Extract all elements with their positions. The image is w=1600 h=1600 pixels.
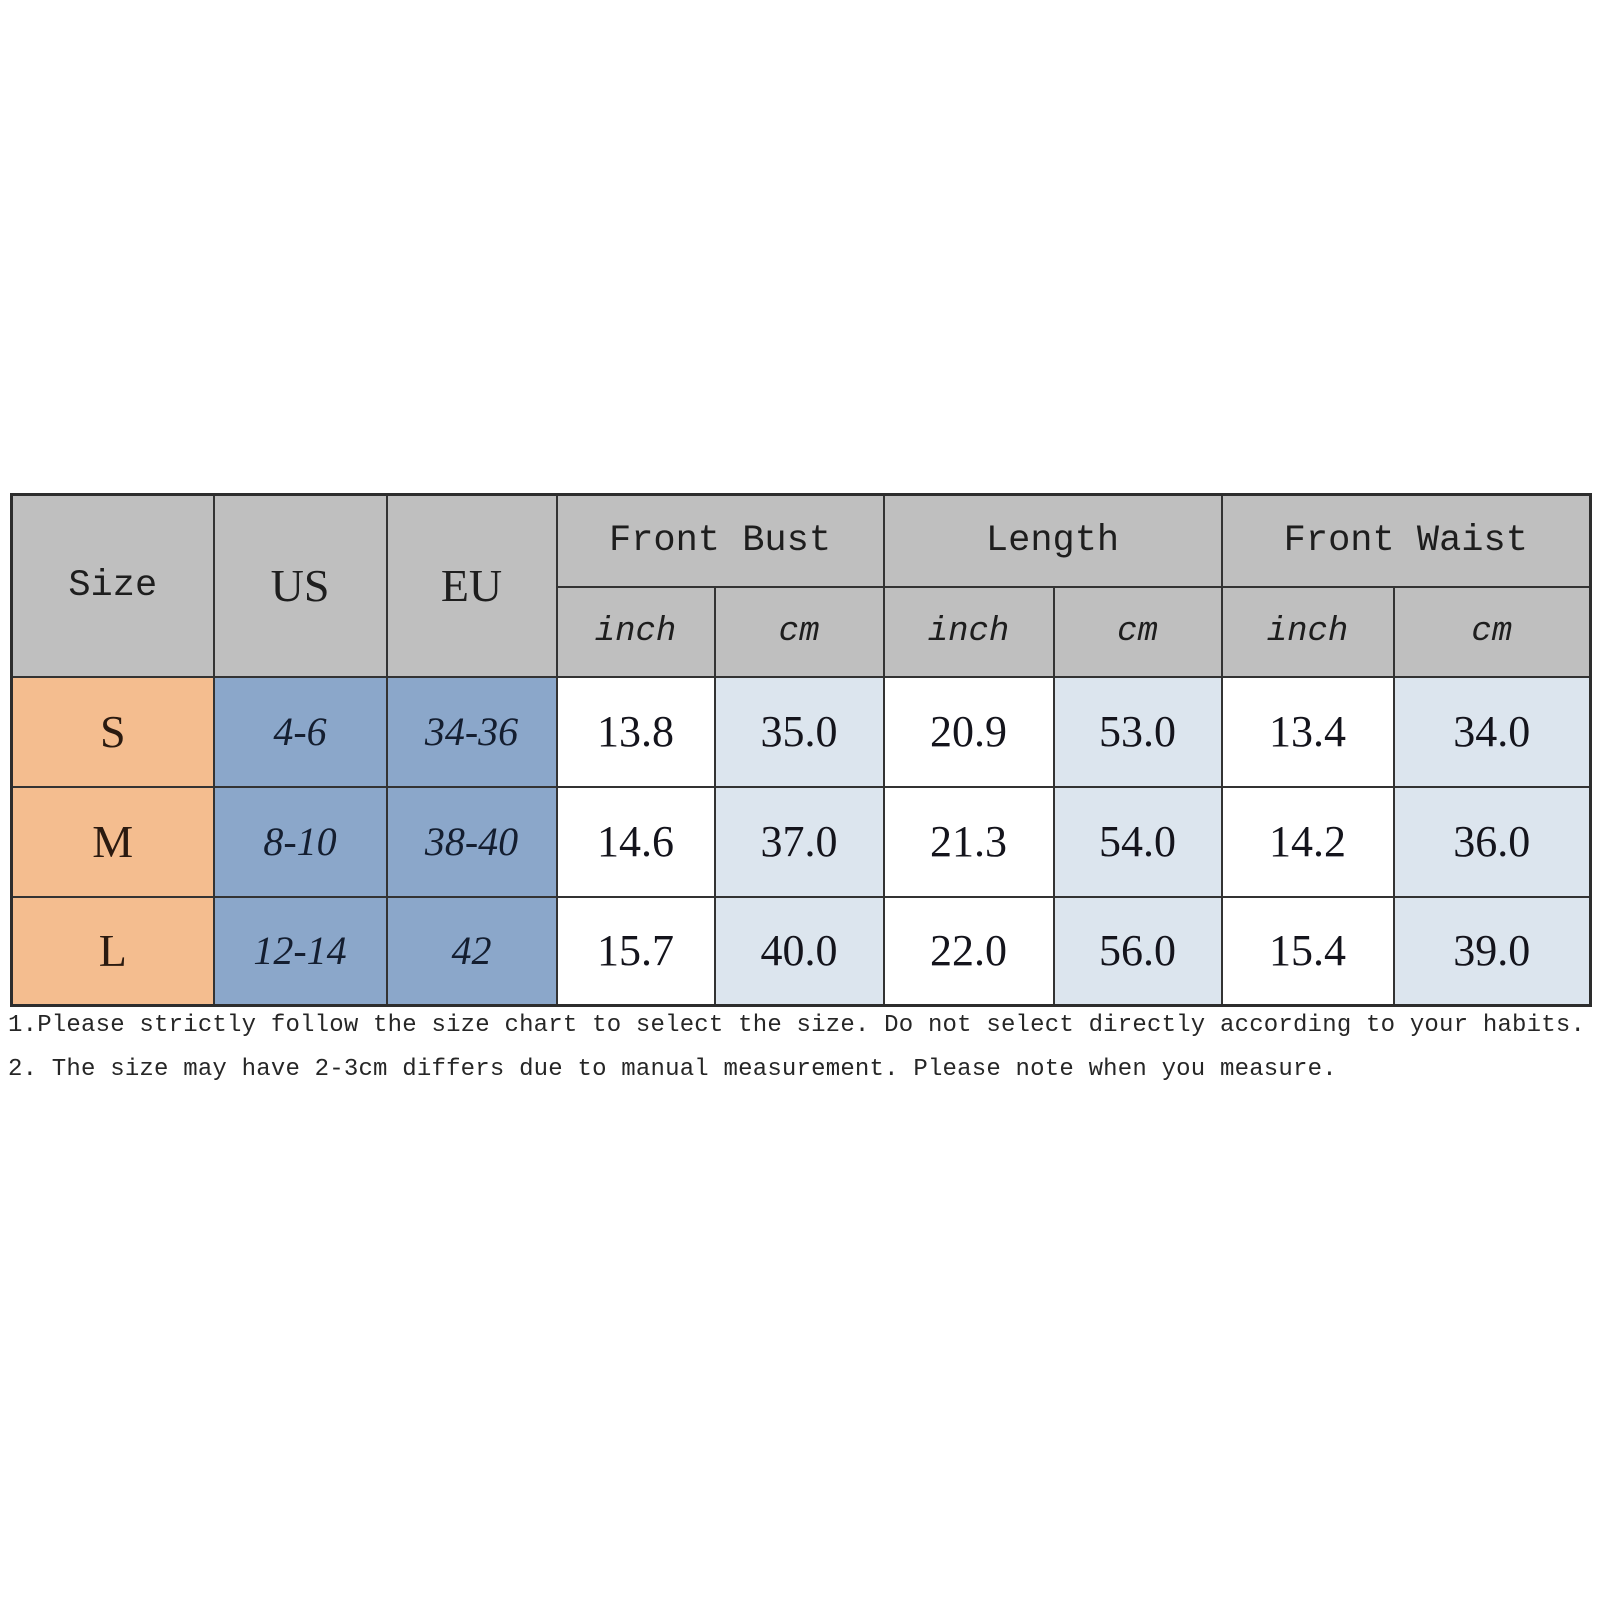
col-header-front-bust: Front Bust — [557, 495, 884, 587]
cell-front-waist-inch: 15.4 — [1222, 897, 1394, 1006]
unit-header-front-bust-inch: inch — [557, 587, 715, 677]
cell-front-waist-inch: 14.2 — [1222, 787, 1394, 897]
cell-eu: 38-40 — [387, 787, 557, 897]
cell-length-cm: 53.0 — [1054, 677, 1222, 787]
cell-length-inch: 20.9 — [884, 677, 1054, 787]
cell-front-waist-inch: 13.4 — [1222, 677, 1394, 787]
table-row-s — [12, 677, 1591, 787]
cell-length-inch: 21.3 — [884, 787, 1054, 897]
unit-header-length-inch: inch — [884, 587, 1054, 677]
cell-eu: 34-36 — [387, 677, 557, 787]
cell-length-cm: 56.0 — [1054, 897, 1222, 1006]
col-header-size: Size — [12, 495, 214, 677]
cell-front-bust-cm: 40.0 — [715, 897, 884, 1006]
note-2: 2. The size may have 2-3cm differs due to manual measurement. Please note when you measure. — [8, 1056, 1337, 1083]
cell-front-bust-inch: 13.8 — [557, 677, 715, 787]
header-row-groups — [12, 495, 1591, 587]
cell-length-inch: 22.0 — [884, 897, 1054, 1006]
cell-us: 8-10 — [214, 787, 387, 897]
cell-front-bust-inch: 15.7 — [557, 897, 715, 1006]
cell-size: M — [12, 787, 214, 897]
cell-size: S — [12, 677, 214, 787]
cell-eu: 42 — [387, 897, 557, 1006]
cell-front-bust-inch: 14.6 — [557, 787, 715, 897]
size-chart-notes — [8, 1012, 1598, 1100]
cell-us: 12-14 — [214, 897, 387, 1006]
col-header-us: US — [214, 495, 387, 677]
cell-front-bust-cm: 35.0 — [715, 677, 884, 787]
col-header-length: Length — [884, 495, 1222, 587]
size-chart-table — [10, 493, 1592, 1007]
cell-front-bust-cm: 37.0 — [715, 787, 884, 897]
cell-front-waist-cm: 36.0 — [1394, 787, 1591, 897]
cell-front-waist-cm: 34.0 — [1394, 677, 1591, 787]
cell-length-cm: 54.0 — [1054, 787, 1222, 897]
unit-header-front-bust-cm: cm — [715, 587, 884, 677]
unit-header-front-waist-inch: inch — [1222, 587, 1394, 677]
cell-size: L — [12, 897, 214, 1006]
unit-header-front-waist-cm: cm — [1394, 587, 1591, 677]
unit-header-length-cm: cm — [1054, 587, 1222, 677]
table-row-m — [12, 787, 1591, 897]
note-1: 1.Please strictly follow the size chart to select the size. Do not select directly according to your habits. — [8, 1012, 1586, 1039]
col-header-front-waist: Front Waist — [1222, 495, 1591, 587]
table-row-l — [12, 897, 1591, 1006]
col-header-eu: EU — [387, 495, 557, 677]
cell-us: 4-6 — [214, 677, 387, 787]
cell-front-waist-cm: 39.0 — [1394, 897, 1591, 1006]
